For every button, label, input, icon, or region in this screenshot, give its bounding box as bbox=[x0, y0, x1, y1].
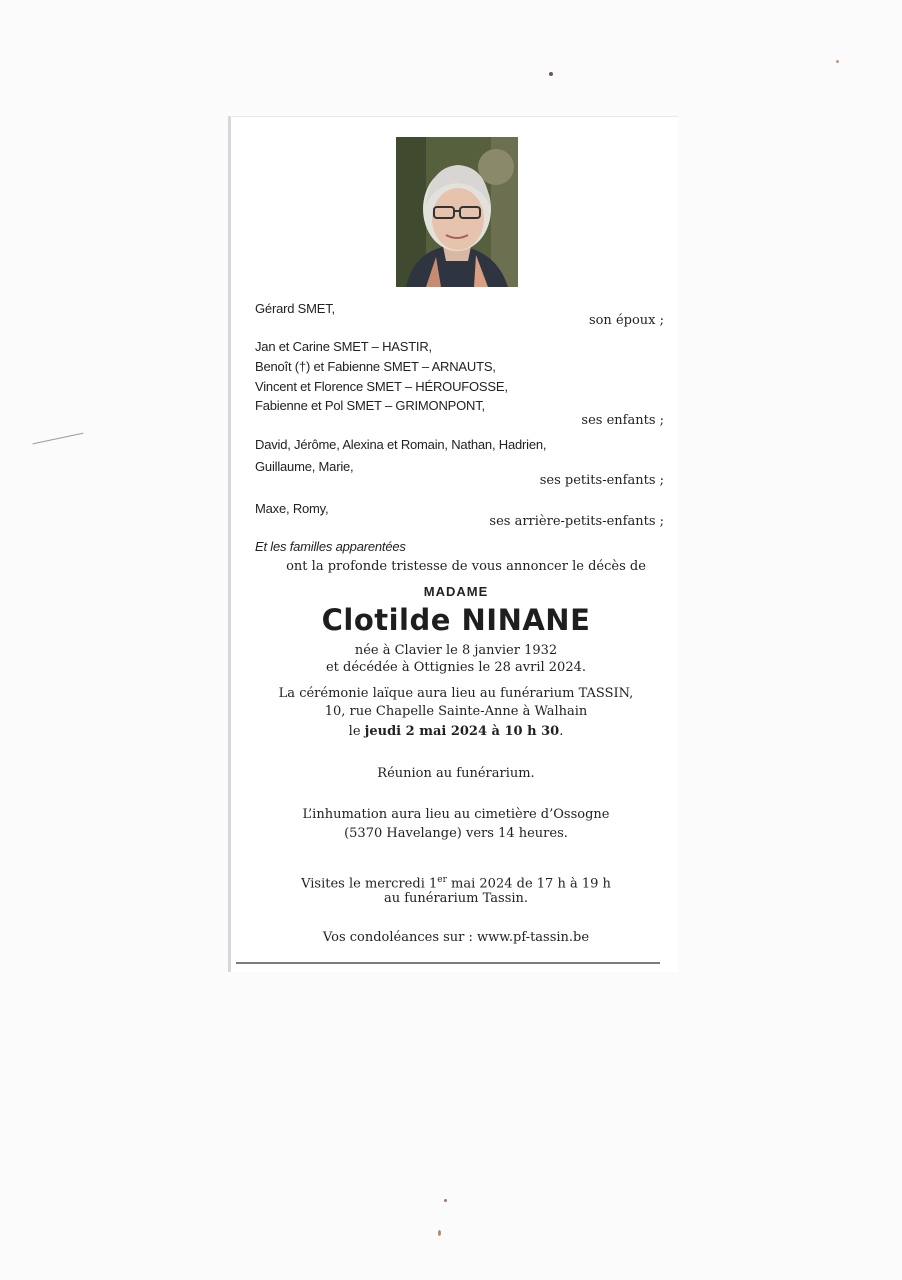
announcement: ont la profonde tristesse de vous annoncer le décès de bbox=[286, 559, 646, 574]
children-role: ses enfants ; bbox=[581, 413, 664, 428]
visits-line bbox=[231, 872, 681, 892]
grandchild-line: David, Jérôme, Alexina et Romain, Nathan, Hadrien, bbox=[255, 437, 547, 452]
card-bottom-border bbox=[236, 962, 660, 964]
scan-stroke bbox=[32, 433, 83, 445]
visits-prefix: Visites le mercredi 1 bbox=[301, 876, 438, 892]
great-grandchildren-role: ses arrière-petits-enfants ; bbox=[489, 514, 664, 529]
death-info: et décédée à Ottignies le 28 avril 2024. bbox=[325, 660, 586, 675]
visits-suffix: mai 2024 de 17 h à 19 h bbox=[446, 876, 611, 892]
birth-info: née à Clavier le 8 janvier 1932 bbox=[354, 643, 558, 658]
visits-place: au funérarium Tassin. bbox=[383, 891, 529, 906]
visits-sup: er bbox=[437, 875, 447, 885]
scan-speck bbox=[438, 1230, 441, 1236]
child-line: Jan et Carine SMET – HASTIR, bbox=[255, 339, 432, 354]
spouse-name: Gérard SMET, bbox=[255, 301, 335, 316]
child-line: Benoît (†) et Fabienne SMET – ARNAUTS, bbox=[255, 359, 496, 374]
great-grandchildren: Maxe, Romy, bbox=[255, 501, 329, 516]
ceremony-date: jeudi 2 mai 2024 à 10 h 30 bbox=[364, 724, 560, 739]
burial-line: L’inhumation aura lieu au cimetière d’Ossogne bbox=[302, 807, 610, 822]
reunion-info: Réunion au funérarium. bbox=[377, 766, 535, 781]
ceremony-address: 10, rue Chapelle Sainte-Anne à Walhain bbox=[324, 704, 588, 719]
scan-speck bbox=[549, 72, 553, 76]
ceremony-datetime bbox=[231, 724, 681, 740]
deceased-title: MADAME bbox=[423, 584, 489, 599]
condolences-info: Vos condoléances sur : www.pf-tassin.be bbox=[322, 930, 590, 945]
deceased-name: Clotilde NINANE bbox=[321, 603, 591, 637]
scan-speck bbox=[836, 60, 839, 63]
grandchild-line: Guillaume, Marie, bbox=[255, 459, 354, 474]
ceremony-line: La cérémonie laïque aura lieu au funérarium TASSIN, bbox=[278, 686, 634, 701]
ceremony-suffix: . bbox=[559, 724, 564, 739]
related-families: Et les familles apparentées bbox=[255, 539, 406, 554]
scan-speck bbox=[444, 1199, 447, 1202]
deceased-portrait bbox=[396, 137, 518, 287]
death-notice-card bbox=[228, 116, 678, 972]
ceremony-prefix: le bbox=[348, 724, 365, 739]
child-line: Fabienne et Pol SMET – GRIMONPONT, bbox=[255, 398, 485, 413]
spouse-role: son époux ; bbox=[588, 313, 664, 328]
burial-details: (5370 Havelange) vers 14 heures. bbox=[344, 826, 568, 841]
child-line: Vincent et Florence SMET – HÉROUFOSSE, bbox=[255, 379, 508, 394]
grandchildren-role: ses petits-enfants ; bbox=[539, 473, 664, 488]
